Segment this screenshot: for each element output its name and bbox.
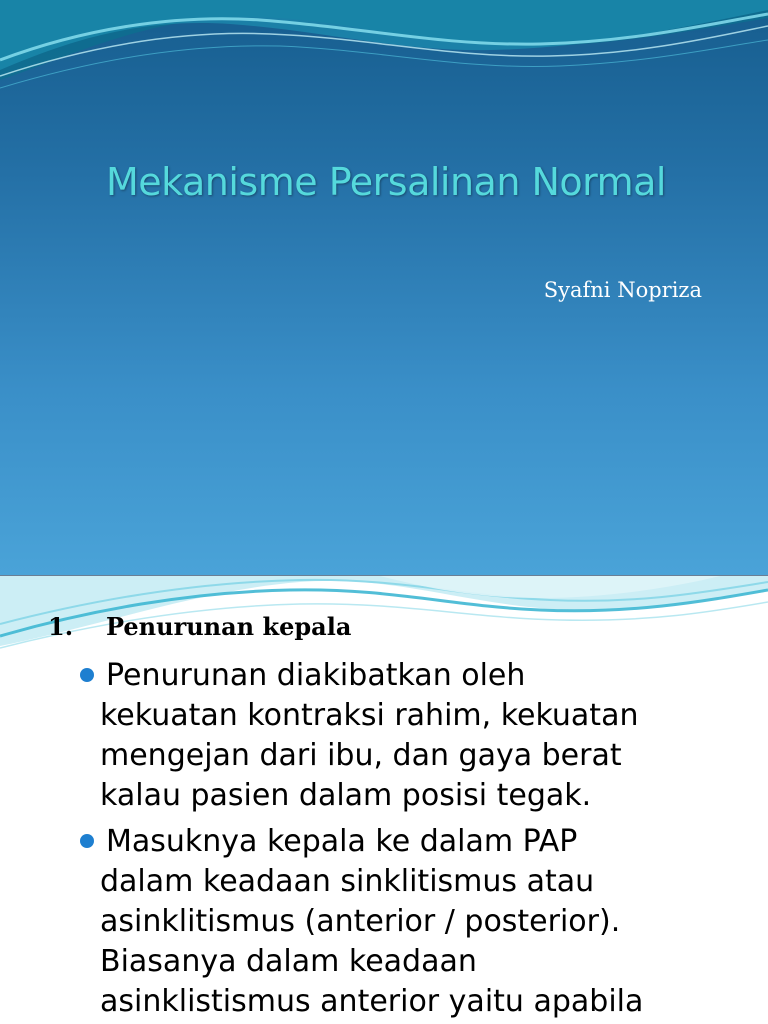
heading-text: Penurunan kepala xyxy=(106,612,352,641)
heading-number: 1. xyxy=(48,612,74,641)
bullet-text: Penurunan diakibatkan oleh kekuatan kontraksi rahim, kekuatan mengejan dari ibu, dan gaya berat kalau pasien dalam posisi tegak. xyxy=(100,658,639,813)
slide-title: Mekanisme Persalinan Normal xyxy=(106,160,666,204)
section-heading xyxy=(48,612,351,641)
bullet-text: Masuknya kepala ke dalam PAP dalam keadaan sinklitismus atau asinklitismus (anterior / posterior). Biasanya dalam keadaan asinklistismus anterior yaitu apabila xyxy=(100,824,644,1019)
wave-decoration xyxy=(0,0,768,110)
list-item xyxy=(80,656,760,816)
author-name: Syafni Nopriza xyxy=(543,278,702,302)
list-item xyxy=(80,822,760,1022)
bullet-icon xyxy=(80,834,94,848)
content-slide xyxy=(0,576,768,1024)
bullet-icon xyxy=(80,668,94,682)
